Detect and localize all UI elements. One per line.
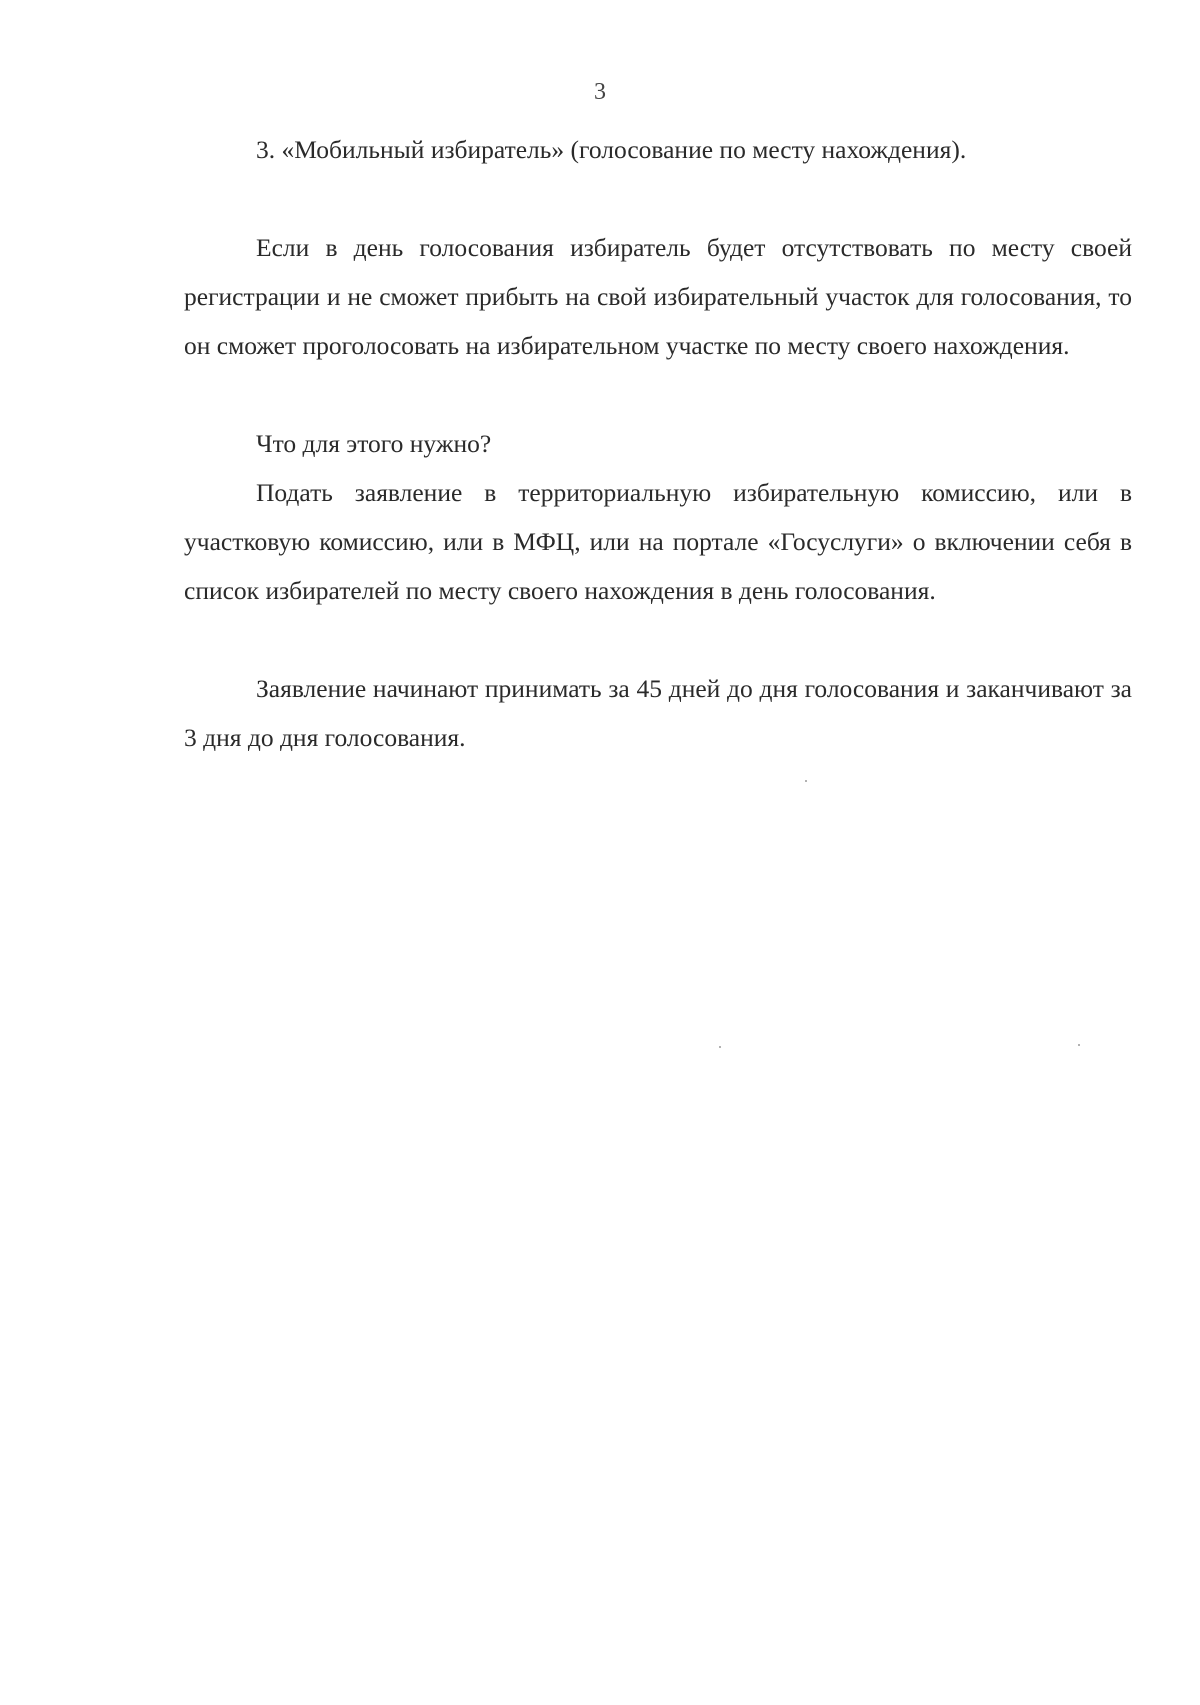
spacer <box>184 615 1132 664</box>
spacer <box>184 174 1132 223</box>
paragraph-absent-voter: Если в день голосования избиратель будет отсутствовать по месту своей регистрации и не сможет прибыть на свой избирательный участок для голосования, то он сможет проголосовать на избирательном участке по месту своего нахождения. <box>184 233 1132 360</box>
document-body <box>184 125 1132 762</box>
scan-speck <box>805 780 807 782</box>
spacer <box>184 370 1132 419</box>
paragraph-deadlines: Заявление начинают принимать за 45 дней до дня голосования и заканчивают за 3 дня до дня голосования. <box>184 674 1132 752</box>
question-heading: Что для этого нужно? <box>256 429 492 458</box>
page-number: 3 <box>594 79 606 105</box>
scan-speck <box>1078 1044 1080 1046</box>
paragraph-application: Подать заявление в территориальную избирательную комиссию, или в участковую комиссию, или в МФЦ, или на портале «Госуслуги» о включении себя в список избирателей по месту своего нахождения в день голосования. <box>184 478 1132 605</box>
scan-speck <box>719 1046 721 1048</box>
section-heading: 3. «Мобильный избиратель» (голосование по месту нахождения). <box>256 135 967 164</box>
